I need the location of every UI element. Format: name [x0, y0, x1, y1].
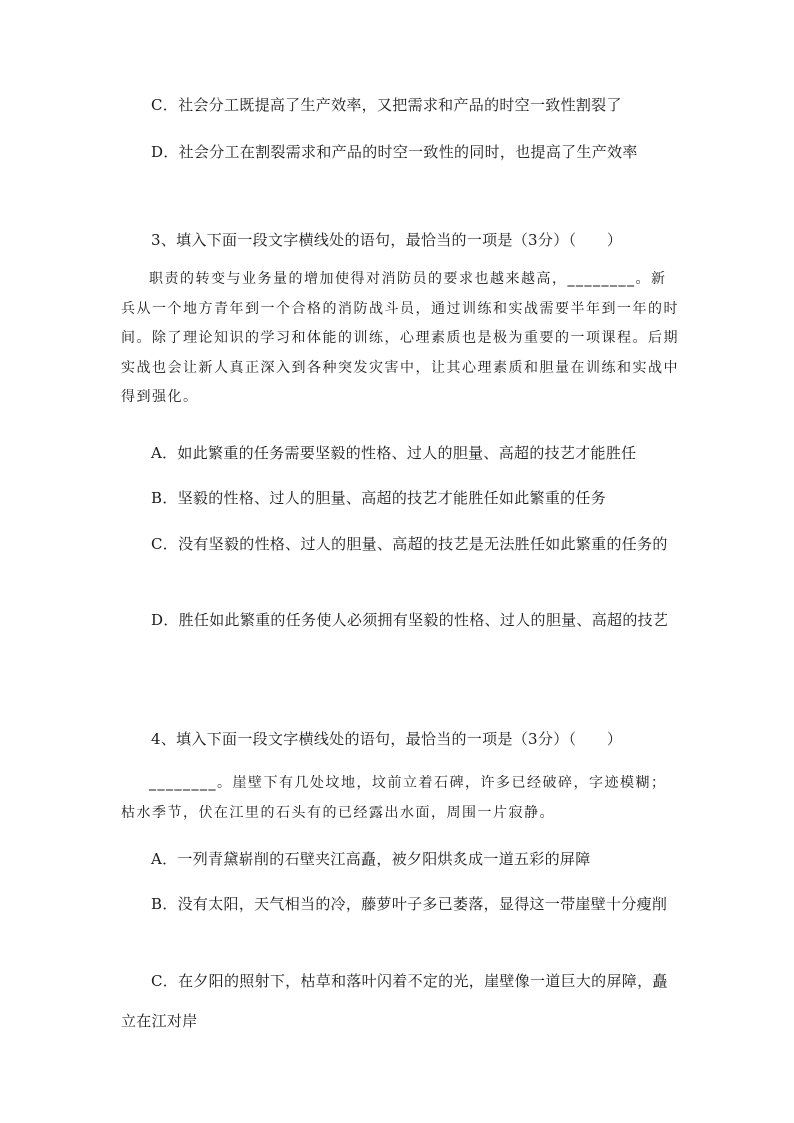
q4-option-c: C．在夕阳的照射下，枯草和落叶闪着不定的光，崖壁像一道巨大的屏障，矗立在江对岸 [121, 972, 668, 1030]
q3-option-c: C．没有坚毅的性格、过人的胆量、高超的技艺是无法胜任如此繁重的任务的 [151, 535, 668, 553]
q3-option-a: A．如此繁重的任务需要坚毅的性格、过人的胆量、高超的技艺才能胜任 [151, 444, 637, 462]
q3-option-b: B．坚毅的性格、过人的胆量、高超的技艺才能胜任如此繁重的任务 [151, 489, 607, 507]
q4-option-a: A．一列青黛崭削的石壁夹江高矗，被夕阳烘炙成一道五彩的屏障 [151, 850, 591, 868]
q3-option-d: D．胜任如此繁重的任务使人必须拥有坚毅的性格、过人的胆量、高超的技艺 [151, 611, 669, 629]
q3-stem: 3、填入下面一段文字横线处的语句，最恰当的一项是（3分）（ ） [151, 231, 623, 249]
q4-passage: ________。崖壁下有几处坟地，坟前立着石碑，许多已经破碎，字迹模糊；枯水季节，伏在江里的石头有的已经露出水面，周围一片寂静。 [121, 775, 667, 821]
q4-stem: 4、填入下面一段文字横线处的语句，最恰当的一项是（3分）（ ） [151, 730, 623, 748]
q2-option-c: C．社会分工既提高了生产效率，又把需求和产品的时空一致性割裂了 [151, 96, 622, 114]
q4-option-b: B．没有太阳，天气相当的冷，藤萝叶子多已萎落，显得这一带崖壁十分瘦削 [151, 895, 668, 913]
q3-passage: 职责的转变与业务量的增加使得对消防员的要求也越来越高，________。新兵从一个地方青年到一个合格的消防战斗员，通过训练和实战需要半年到一年的时间。除了理论知识的学习和体能的训练，心理素质也是极为重要的一项课程。后期实战也会让新人真正深入到各种突发灾害中，让其心理素质和胆量在训练和实战中得到强化。 [121, 271, 679, 406]
q2-option-d: D．社会分工在割裂需求和产品的时空一致性的同时，也提高了生产效率 [151, 143, 638, 161]
